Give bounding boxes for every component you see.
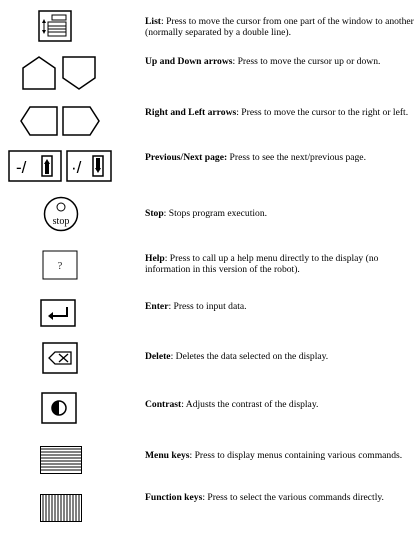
next-page-key-label: ·/ bbox=[71, 158, 82, 177]
term: Function keys bbox=[145, 492, 203, 503]
delete-description bbox=[145, 351, 418, 362]
desc: : Press to input data. bbox=[168, 301, 247, 312]
term: Help bbox=[145, 253, 165, 264]
enter-key-icon bbox=[40, 299, 76, 327]
stop-key-icon bbox=[43, 196, 79, 232]
term: Up and Down arrows bbox=[145, 56, 233, 67]
function-keys-description bbox=[145, 492, 418, 503]
term: Delete bbox=[145, 351, 171, 362]
term: List bbox=[145, 16, 161, 27]
list-key-description bbox=[145, 16, 418, 38]
enter-description bbox=[145, 301, 418, 312]
up-arrow-key-icon bbox=[22, 56, 56, 90]
desc: : Press to select the various commands directly. bbox=[202, 492, 384, 503]
help-key-icon bbox=[42, 250, 78, 280]
desc: Press to see the next/previous page. bbox=[227, 152, 366, 163]
help-key-label: ? bbox=[57, 260, 63, 272]
term: Previous/Next page: bbox=[145, 152, 228, 163]
right-arrow-key-icon bbox=[62, 106, 100, 136]
desc: : Press to move the cursor to the right or left. bbox=[236, 107, 409, 118]
term: Contrast bbox=[145, 399, 182, 410]
next-page-key-icon bbox=[66, 150, 112, 182]
stop-key-label: stop bbox=[52, 216, 70, 227]
term: Enter bbox=[145, 301, 169, 312]
term: Menu keys bbox=[145, 450, 190, 461]
contrast-description bbox=[145, 399, 418, 410]
desc: : Adjusts the contrast of the display. bbox=[181, 399, 319, 410]
term: Stop bbox=[145, 208, 164, 219]
term: Right and Left arrows bbox=[145, 107, 237, 118]
menu-keys-description bbox=[145, 450, 418, 461]
down-arrow-key-icon bbox=[62, 56, 96, 90]
desc: : Press to move the cursor up or down. bbox=[232, 56, 381, 67]
left-arrow-key-icon bbox=[20, 106, 58, 136]
stop-description bbox=[145, 208, 418, 219]
left-right-arrows-description bbox=[145, 107, 418, 118]
previous-page-key-label: -/ bbox=[16, 158, 27, 177]
previous-page-key-icon bbox=[8, 150, 62, 182]
desc: : Press to call up a help menu directly to the display (no information in this version of the robot). bbox=[145, 253, 379, 275]
contrast-key-icon bbox=[41, 392, 77, 424]
up-down-arrows-description bbox=[145, 56, 418, 67]
desc: : Stops program execution. bbox=[163, 208, 268, 219]
function-keys-icon bbox=[40, 494, 82, 522]
list-key-icon bbox=[38, 10, 72, 42]
help-description bbox=[145, 253, 418, 275]
delete-key-icon bbox=[42, 342, 78, 374]
prev-next-page-description bbox=[145, 152, 418, 163]
desc: : Press to display menus containing various commands. bbox=[189, 450, 403, 461]
desc: : Deletes the data selected on the display. bbox=[170, 351, 329, 362]
desc: : Press to move the cursor from one part of the window to another (normally separated by a double line). bbox=[145, 16, 414, 38]
menu-keys-icon bbox=[40, 446, 82, 474]
